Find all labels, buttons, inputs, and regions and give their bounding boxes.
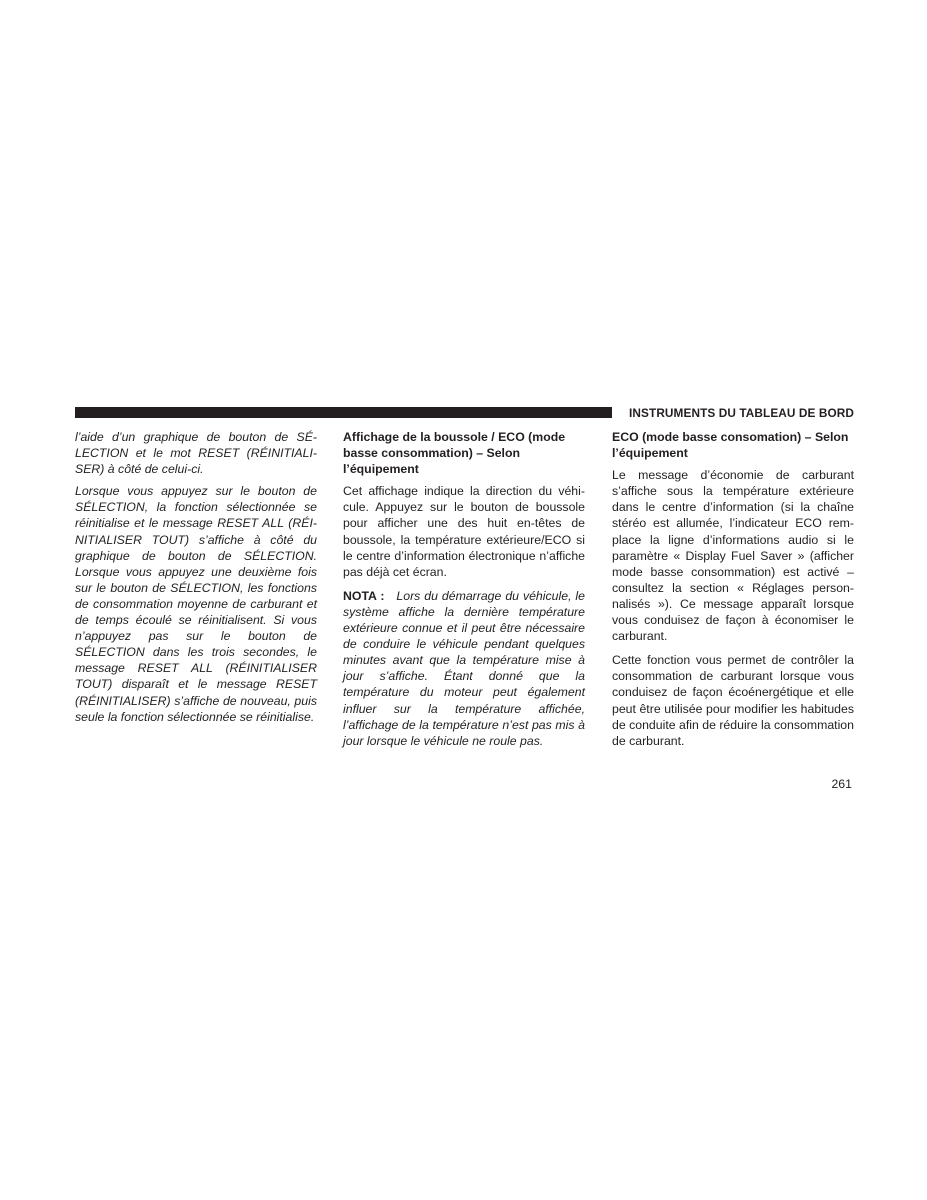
- note-text: Lors du démarrage du véhicule, le système affiche la dernière température extérieure connue et il peut être nécessaire de conduire le véhicule pendant quelques minutes avant que la température mise à jour s’affiche. Étant donné que la température du moteur peut également influer sur la température affichée, l’affichage de la température n’est pas mis à jour lorsque le véhicule ne roule pas.: [343, 588, 586, 748]
- paragraph-eco-function: Cette fonction vous permet de contrôler la consommation de carburant lorsque vous conduisez de façon écoénergétique et elle peut être utilisée pour modifier les habitudes de conduite afin de réduire la consommation de carburant.: [612, 653, 854, 748]
- column-middle: [343, 429, 585, 757]
- paragraph-eco-message: Le message d’économie de carburant s’affiche sous la température extérieure dans le centre d’information (si la chaîne stéréo est allumée, l’indicateur ECO remplace la ligne d’informations audio si le paramètre « Display Fuel Saver » (afficher mode basse consommation) est activé – consultez la section « Réglages personnalisés »). Ce message apparaît lorsque vous conduisez de façon à économiser le carburant.: [612, 468, 854, 644]
- note-paragraph: [343, 588, 585, 749]
- paragraph-compass-display: Cet affichage indique la direction du véhicule. Appuyez sur le bouton de boussole pour afficher une des huit en-têtes de boussole, la température extérieure/ECO si le centre d’information électronique n’affiche pas déjà cet écran.: [343, 484, 585, 579]
- heading-compass-display: Affichage de la boussole / ECO (mode basse consommation) – Selon l’équipement: [343, 430, 566, 477]
- header-rule: [75, 407, 612, 418]
- column-right: [612, 429, 854, 757]
- paragraph-reset-intro: l’aide d’un graphique de bouton de SÉLECTION et le mot RESET (RÉINITIALISER) à côté de celui-ci.: [75, 430, 317, 477]
- column-left: [75, 429, 317, 731]
- note-label: NOTA :: [343, 588, 385, 603]
- page-number: 261: [831, 777, 852, 791]
- paragraph-reset-details: Lorsque vous appuyez sur le bouton de SÉLECTION, la fonction sélectionnée se réinitialise et le message RESET ALL (RÉINITIALISER TOUT) s’affiche à côté du graphique de bouton de SÉLECTION. Lorsque vous appuyez une deuxième fois sur le bouton de SÉLECTION, les fonctions de consommation moyenne de carburant et de temps écoulé se réinitialisent. Si vous n’appuyez pas sur le bouton de SÉLECTION dans les trois secondes, le message RESET ALL (RÉINITIALISER TOUT) disparaît et le message RESET (RÉINITIALISER) s’affiche de nouveau, puis seule la fonction sélectionnée se réinitialise.: [75, 484, 317, 724]
- heading-eco-mode: ECO (mode basse consomation) – Selon l’équipement: [612, 430, 849, 461]
- section-title: INSTRUMENTS DU TABLEAU DE BORD: [629, 406, 854, 420]
